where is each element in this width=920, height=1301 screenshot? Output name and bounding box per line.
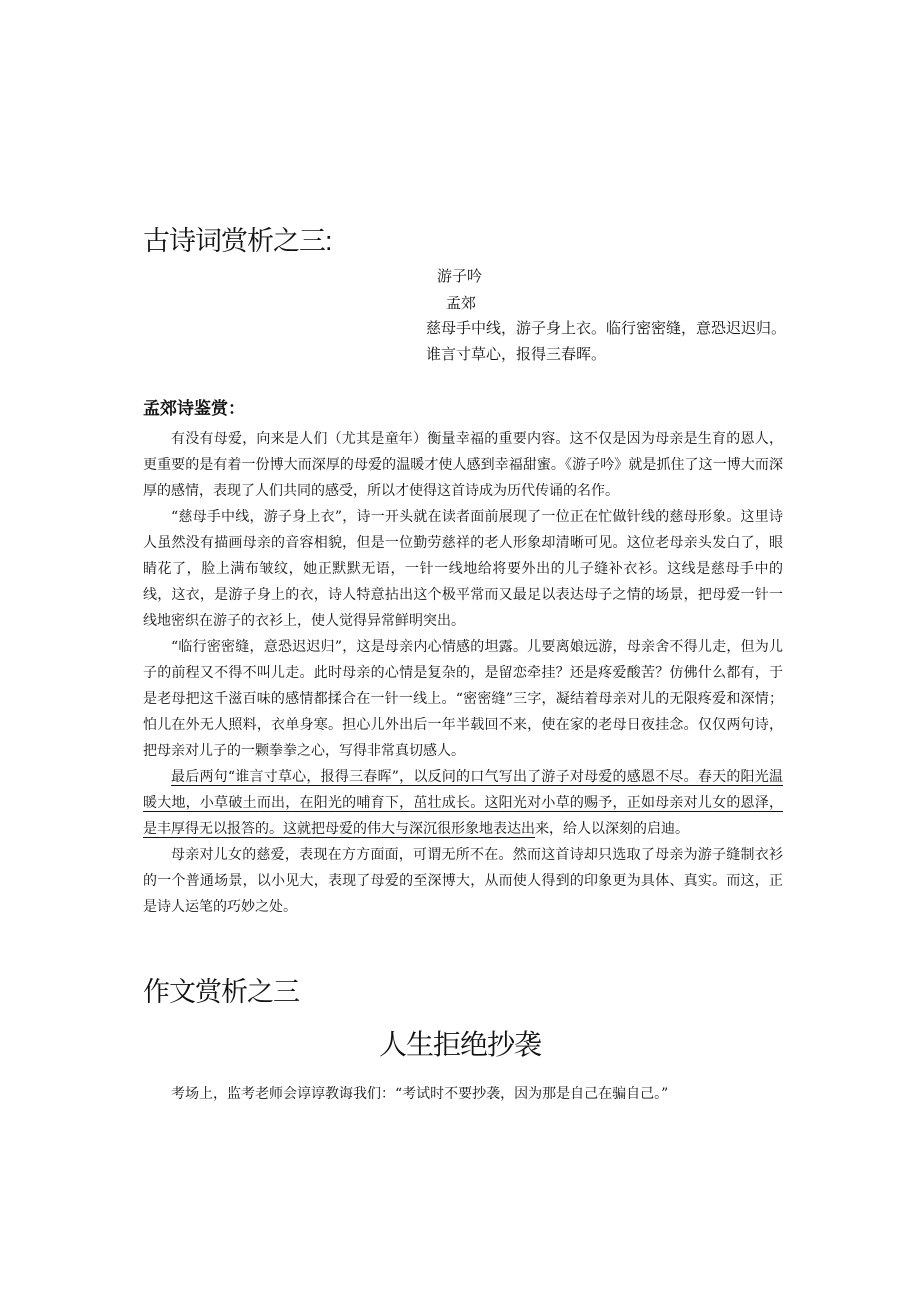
essay-title: 人生拒绝抄袭: [378, 1029, 541, 1060]
review-title: 孟郊诗鉴赏：: [143, 399, 245, 419]
poem-line-2: 谁言寸草心，报得三春晖。: [426, 345, 607, 363]
review-paragraph-1: 有没有母爱，向来是人们（尤其是童年）衡量幸福的重要内容。这不仅是因为母亲是生育的恩人，更重要的是有着一份博大而深厚的母爱的温暖才使人感到幸福甜蜜。《游子吟》就是抓住了这一博大而深厚的感情，表现了人们共同的感受，所以才使得这首诗成为历代传诵的名作。: [143, 431, 783, 499]
review-paragraph-3: “临行密密缝，意恐迟迟归”，这是母亲内心情感的坦露。儿要离娘远游，母亲舍不得儿走，但为儿子的前程又不得不叫儿走。此时母亲的心情是复杂的，是留恋牵挂？还是疼爱酸苦？仿佛什么都有，于是老母把这千滋百味的感情都揉合在一针一线上。“密密缝”三字，凝结着母亲对儿的无限疼爱和深情；怕儿在外无人照料，衣单身寒。担心儿外出后一年半载回不来，使在家的老母日夜挂念。仅仅两句诗，把母亲对儿子的一颗拳拳之心，写得非常真切感人。: [143, 639, 783, 759]
review-paragraph-4: [143, 764, 783, 842]
poem-author: 孟郊: [446, 294, 477, 312]
underlined-passage: 最后两句“谁言寸草心，报得三春晖”，以反问的口气写出了游子对母爱的感恩不尽。春天的阳光温暖大地，小草破土而出，在阳光的哺育下，茁壮成长。这阳光对小草的赐予，正如母亲对儿女的恩泽，是丰厚得无以报答的。这就把母爱的伟大与深沉很形象地表达出: [143, 769, 783, 837]
section-title-poetry: 古诗词赏析之三:: [143, 226, 332, 256]
review-body: [143, 426, 783, 920]
review-paragraph-2: “慈母手中线，游子身上衣”，诗一开头就在读者面前展现了一位正在忙做针线的慈母形象。这里诗人虽然没有描画母亲的音容相貌，但是一位勤劳慈祥的老人形象却清晰可见。这位老母亲头发白了，眼睛花了，脸上满布皱纹，她正默默无语，一针一线地给将要外出的儿子缝补衣衫。这线是慈母手中的线，这衣，是游子身上的衣，诗人特意拈出这个极平常而又最足以表达母子之情的场景，把母爱一针一线地密织在游子的衣衫上，使人觉得异常鲜明突出。: [143, 509, 783, 629]
section-title-essay: 作文赏析之三: [143, 977, 299, 1007]
essay-paragraph-1: 考场上，监考老师会谆谆教诲我们：“考试时不要抄袭，因为那是自己在骗自己。”: [171, 1086, 669, 1102]
review-paragraph-5: 母亲对儿女的慈爱，表现在方方面面，可谓无所不在。然而这首诗却只选取了母亲为游子缝制衣衫的一个普通场景，以小见大，表现了母爱的至深博大，从而使人得到的印象更为具体、真实。而这，正是诗人运笔的巧妙之处。: [143, 847, 783, 915]
poem-title: 游子吟: [437, 267, 483, 285]
paragraph-tail: 来，给人以深刻的启迪。: [535, 821, 689, 837]
poem-line-1: 慈母手中线，游子身上衣。临行密密缝，意恐迟迟归。: [426, 319, 787, 337]
